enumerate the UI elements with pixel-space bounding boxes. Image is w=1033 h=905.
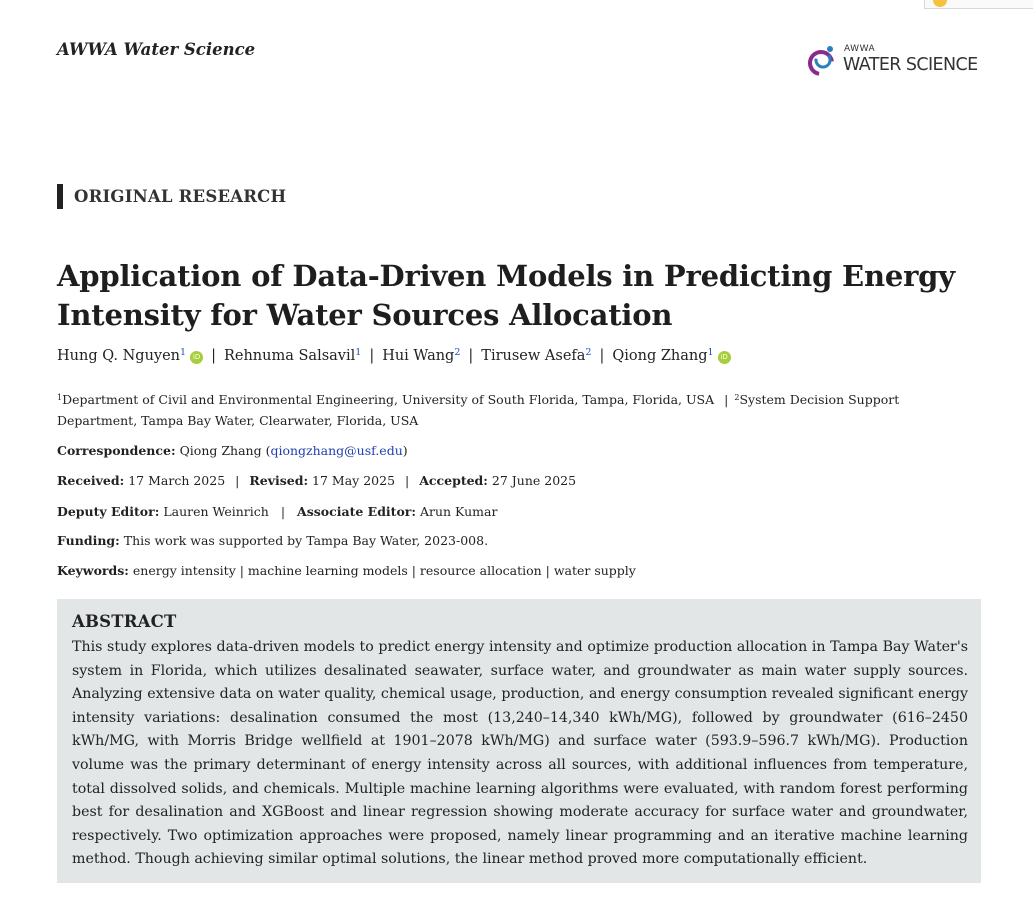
revised-label: Revised: xyxy=(249,473,309,488)
received-date: 17 March 2025 xyxy=(128,473,226,488)
correspondence-name: Qiong Zhang xyxy=(179,443,262,458)
received-label: Received: xyxy=(57,473,125,488)
associate-editor-label: Associate Editor: xyxy=(297,504,416,519)
deputy-editor-label: Deputy Editor: xyxy=(57,504,160,519)
associate-editor: Arun Kumar xyxy=(419,504,498,519)
author-name[interactable]: Qiong Zhang xyxy=(612,348,708,364)
author-separator: | xyxy=(468,348,474,364)
keywords-label: Keywords: xyxy=(57,563,129,578)
author-affiliation-sup[interactable]: 1 xyxy=(180,347,187,358)
article-type-label: ORIGINAL RESEARCH xyxy=(57,184,286,209)
keywords-line xyxy=(57,563,636,578)
dates-line xyxy=(57,473,576,488)
dates-separator: | xyxy=(405,473,410,488)
author-affiliation-sup[interactable]: 2 xyxy=(585,347,592,358)
correspondence-label: Correspondence: xyxy=(57,443,176,458)
author-affiliation-sup[interactable]: 1 xyxy=(707,347,714,358)
journal-name: AWWA Water Science xyxy=(57,40,256,59)
water-drop-logo-icon xyxy=(808,43,842,79)
accepted-date: 27 June 2025 xyxy=(491,473,577,488)
editors-line xyxy=(57,504,497,519)
funding-label: Funding: xyxy=(57,533,120,548)
journal-logo xyxy=(808,43,983,79)
author-name[interactable]: Hui Wang xyxy=(382,348,455,364)
article-title: Application of Data-Driven Models in Predicting Energy Intensity for Water Sources Allocation xyxy=(57,259,955,332)
correspondence-line: Correspondence: Qiong Zhang (qiongzhang@usf.edu) xyxy=(57,443,408,458)
affiliations xyxy=(57,388,977,431)
notification-icon[interactable] xyxy=(933,0,947,7)
author-separator: | xyxy=(369,348,375,364)
accepted-label: Accepted: xyxy=(419,473,488,488)
editors-separator: | xyxy=(280,504,286,519)
affiliation-1: Department of Civil and Environmental Engineering, University of South Florida, Tampa, Florida, USA xyxy=(62,392,715,407)
author-list xyxy=(57,347,731,364)
affiliation-sup-1: 1 xyxy=(57,393,63,402)
logo-big-text: WATER SCIENCE xyxy=(843,55,978,75)
author-name[interactable]: Tirusew Asefa xyxy=(481,348,586,364)
affiliation-sup-2: 2 xyxy=(734,393,740,402)
dates-separator: | xyxy=(235,473,240,488)
orcid-icon[interactable]: iD xyxy=(190,351,203,364)
author-name[interactable]: Rehnuma Salsavil xyxy=(223,348,356,364)
abstract-box xyxy=(57,599,981,883)
revised-date: 17 May 2025 xyxy=(312,473,396,488)
logo-small-text: AWWA xyxy=(844,44,876,54)
affiliation-separator: | xyxy=(724,392,729,407)
keywords-text: energy intensity | machine learning models | resource allocation | water supply xyxy=(132,563,636,578)
funding-text: This work was supported by Tampa Bay Water, 2023-008. xyxy=(123,533,489,548)
author-affiliation-sup[interactable]: 1 xyxy=(355,347,362,358)
deputy-editor: Lauren Weinrich xyxy=(163,504,269,519)
abstract-text: This study explores data-driven models to predict energy intensity and optimize production allocation in Tampa Bay Water's system in Florida, which utilizes desalinated seawater, surface water, and groundwater as main water supply sources. Analyzing extensive data on water quality, chemical usage, production, and energy consumption revealed significant energy intensity variations: desalination consumed the most (13,240–14,340 kWh/MG), followed by groundwater (616–2450 kWh/MG, with Morris Bridge wellfield at 1901–2078 kWh/MG) and surface water (593.9–596.7 kWh/MG). Production volume was the primary determinant of energy intensity across all sources, with additional influences from temperature, total dissolved solids, and chemicals. Multiple machine learning algorithms were evaluated, with random forest performing best for desalination and XGBoost and linear regression showing moderate accuracy for surface water and groundwater, respectively. Two optimization approaches were proposed, namely linear programming and an iterative machine learning method. Though achieving similar optimal solutions, the linear method proved more computationally efficient. xyxy=(72,639,968,868)
author-separator: | xyxy=(211,348,216,364)
corner-toolbar[interactable] xyxy=(924,0,1033,9)
orcid-icon[interactable]: iD xyxy=(718,351,731,364)
author-affiliation-sup[interactable]: 2 xyxy=(454,347,461,358)
abstract-heading: ABSTRACT xyxy=(72,612,177,631)
affiliation-2: System Decision Support Department, Tampa Bay Water, Clearwater, Florida, USA xyxy=(57,392,900,428)
funding-line xyxy=(57,533,488,548)
correspondence-email-link[interactable]: qiongzhang@usf.edu xyxy=(270,443,403,458)
author-name[interactable]: Hung Q. Nguyen xyxy=(57,348,181,364)
author-separator: | xyxy=(599,348,605,364)
